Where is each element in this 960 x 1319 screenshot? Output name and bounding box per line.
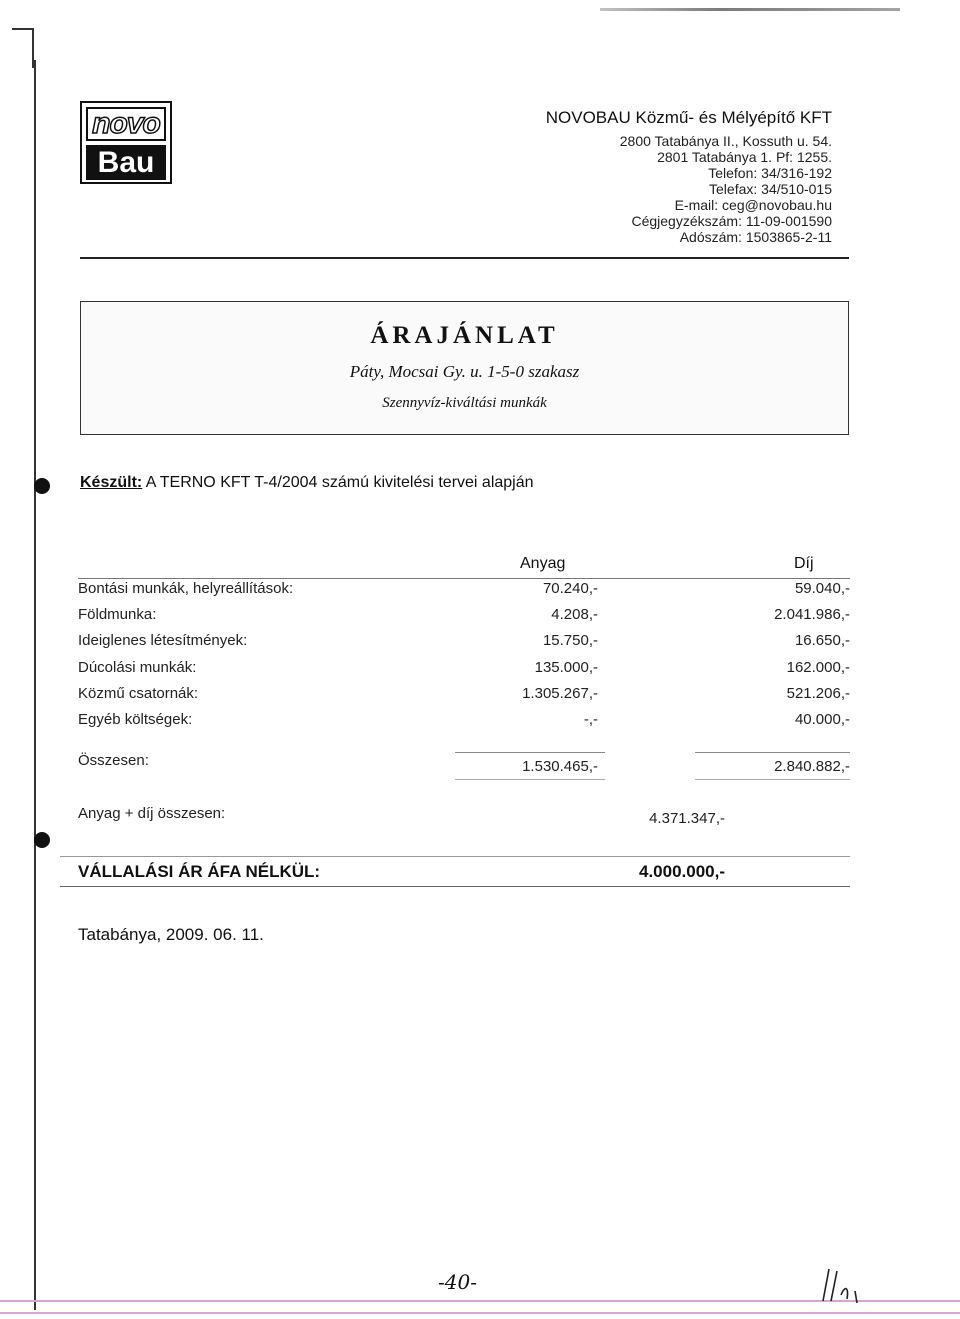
row-fee: 59.040,-: [794, 580, 850, 597]
offer-value: 4.000.000,-: [638, 862, 725, 881]
page-number: -40-: [438, 1270, 477, 1294]
punch-hole: [34, 832, 50, 848]
scan-artifact-left-edge: [34, 60, 36, 1310]
grand-total-value: 4.371.347,-: [649, 810, 725, 827]
row-label: Dúcolási munkák:: [78, 659, 197, 676]
company-email: E-mail: ceg@novobau.hu: [674, 197, 832, 213]
row-label: Közmű csatornák:: [78, 685, 199, 702]
row-material: -,-: [583, 711, 598, 728]
logo-top-word: novo: [86, 107, 166, 141]
company-po-box: 2801 Tatabánya 1. Pf: 1255.: [657, 149, 832, 165]
scan-artifact-mark: [12, 28, 34, 30]
title-box: [80, 301, 849, 435]
table-row: [78, 659, 850, 683]
row-fee: 16.650,-: [794, 632, 850, 649]
total-label: Összesen:: [78, 752, 149, 769]
table-row: [78, 711, 850, 735]
row-material: 135.000,-: [534, 659, 598, 676]
row-label: Földmunka:: [78, 606, 157, 623]
grand-total-label: Anyag + díj összesen:: [78, 805, 226, 822]
row-fee: 162.000,-: [786, 659, 850, 676]
column-header-material: Anyag: [520, 555, 566, 572]
offer-row: [78, 862, 850, 886]
offer-label: VÁLLALÁSI ÁR ÁFA NÉLKÜL:: [78, 862, 321, 881]
table-header-rule: [78, 578, 850, 579]
company-logo: [80, 101, 172, 184]
scan-artifact-top: [600, 8, 900, 11]
total-material: 1.530.465,-: [522, 758, 598, 775]
logo-bottom-word: Bau: [86, 145, 166, 180]
table-row: [78, 606, 850, 630]
table-row: [78, 685, 850, 709]
row-fee: 521.206,-: [786, 685, 850, 702]
project-work: Szennyvíz-kiváltási munkák: [382, 395, 547, 411]
company-header: [546, 107, 832, 245]
company-registration-number: Cégjegyzékszám: 11-09-001590: [631, 213, 832, 229]
row-fee: 40.000,-: [794, 711, 850, 728]
grand-total-row: [78, 805, 850, 829]
total-row: [78, 752, 850, 776]
punch-hole: [34, 478, 50, 494]
table-row: [78, 580, 850, 604]
total-underline-material: [455, 779, 605, 780]
row-label: Ideiglenes létesítmények:: [78, 632, 248, 649]
column-header-fee: Díj: [794, 555, 814, 572]
company-phone: Telefon: 34/316-192: [708, 165, 832, 181]
company-name: NOVOBAU Közmű- és Mélyépítő KFT: [545, 108, 832, 127]
prepared-note: [80, 474, 534, 492]
row-material: 4.208,-: [551, 606, 598, 623]
header-divider: [80, 257, 849, 259]
page-border-line: [0, 1312, 960, 1314]
row-fee: 2.041.986,-: [774, 606, 850, 623]
row-material: 70.240,-: [542, 580, 598, 597]
row-label: Bontási munkák, helyreállítások:: [78, 580, 294, 597]
offer-rule-top: [60, 856, 850, 857]
row-material: 1.305.267,-: [522, 685, 598, 702]
offer-rule-bottom: [60, 886, 850, 887]
project-location: Páty, Mocsai Gy. u. 1-5-0 szakasz: [349, 362, 580, 381]
company-tax-number: Adószám: 1503865-2-11: [679, 229, 832, 245]
total-fee: 2.840.882,-: [774, 758, 850, 775]
company-address: 2800 Tatabánya II., Kossuth u. 54.: [619, 133, 832, 149]
total-underline-fee: [695, 779, 850, 780]
prepared-label: Készült:: [80, 474, 143, 491]
signature: [815, 1265, 875, 1305]
company-fax: Telefax: 34/510-015: [709, 181, 832, 197]
prepared-text: A TERNO KFT T-4/2004 számú kivitelési tervei alapján: [145, 474, 534, 491]
place-date: Tatabánya, 2009. 06. 11.: [78, 925, 264, 944]
table-row: [78, 632, 850, 656]
row-label: Egyéb költségek:: [78, 711, 193, 728]
document-title: ÁRAJÁNLAT: [370, 322, 559, 349]
row-material: 15.750,-: [542, 632, 598, 649]
